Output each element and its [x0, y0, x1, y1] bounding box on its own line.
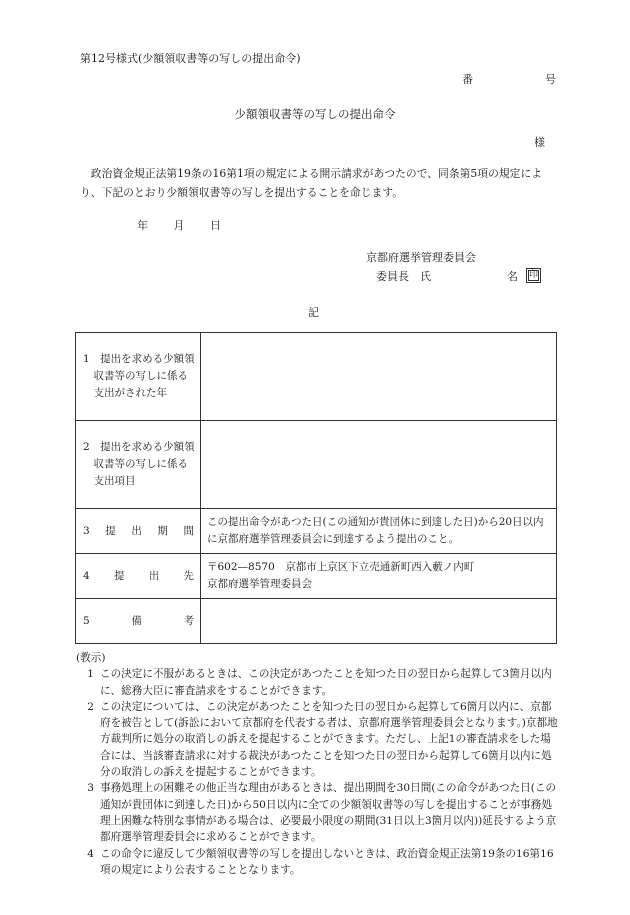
- row-value: [201, 554, 557, 599]
- row-value: [201, 599, 557, 644]
- seal-stamp: 印: [526, 268, 541, 283]
- instructions-heading: (教示): [76, 652, 106, 664]
- document-title: 少額領収書等の写しの提出命令: [234, 107, 396, 121]
- list-item: 1 この決定に不服があるときは、この決定があつたことを知つた日の翌日から起算して3箇月以内に、総務大臣に審査請求をすることができます。: [87, 668, 552, 697]
- number-ban-label: 番: [462, 73, 473, 86]
- list-item: 2 この決定については、この決定があつたことを知つた日の翌日から起算して6箇月以内に、京都府を被告として(訴訟において京都府を代表する者は、京都府選挙管理委員会となります。)京都地方裁判所に処分の取消しの訴えを提起することができます。ただし、上記1の審査請求をした場合には、当該審査請求に対する裁決があつたことを知つた日の翌日から起算して6箇月以内に処分の取消しの訴えを提起することができます。: [87, 700, 558, 779]
- row-label: 3 提 出 期 間: [76, 509, 201, 554]
- issuer-chair-line: [376, 269, 546, 286]
- row-value: [201, 421, 557, 509]
- date-month: 月: [173, 219, 185, 232]
- row-label: 4 提 出 先: [76, 554, 201, 599]
- table-row: [76, 421, 557, 509]
- items-table: [75, 332, 557, 644]
- list-item: 4 この命令に違反して少額領収書等の写しを提出しないときは、政治資金規正法第19条の16第16項の規定により公表することとなります。: [87, 847, 554, 876]
- row-label: 5 備 考: [76, 599, 201, 644]
- table-row: [76, 599, 557, 644]
- row-label: 1 提出を求める少額領収書等の写しに係る支出がされた年: [76, 333, 201, 421]
- instructions-section: [76, 650, 560, 878]
- date-line: [137, 218, 243, 235]
- addressee-suffix: 様: [534, 136, 545, 149]
- table-row: [76, 509, 557, 554]
- row-label: 2 提出を求める少額領収書等の写しに係る支出項目: [76, 421, 201, 509]
- form-number-label: 第12号様式(少額領収書等の写しの提出命令): [80, 52, 301, 65]
- row-value: この提出命令があつた日(この通知が貴団体に到達した日)から20日以内に京都府選挙管理委員会に到達するよう提出のこと。: [201, 509, 557, 554]
- chair-title: 委員長 氏: [376, 270, 431, 283]
- address-line: 〒602—8570 京都市上京区下立売通新町西入藪ノ内町: [207, 561, 475, 573]
- date-year: 年: [137, 219, 148, 232]
- table-row: [76, 554, 557, 599]
- date-day: 日: [210, 219, 221, 232]
- name-label: 名: [507, 270, 518, 283]
- recipient-line: 京都府選挙管理委員会: [207, 578, 312, 590]
- table-row: [76, 333, 557, 421]
- body-paragraph: 政治資金規正法第19条の16第1項の規定による開示請求があつたので、同条第5項の規定により、下記のとおり少額領収書等の写しを提出することを命じます。: [80, 167, 543, 199]
- row-value: [201, 333, 557, 421]
- issuer-committee: 京都府選挙管理委員会: [366, 251, 476, 264]
- list-item: 3 事務処理上の困難その他正当な理由があるときは、提出期間を30日間(この命令があつた日(この通知が貴団体に到達した日)から50日以内に全ての少額領収書等の写しを提出することが事務処理上困難な特別な事情がある場合は、必要最小限度の期間(31日以上3箇月以内))延長するよう京都府選挙管理委員会に求めることができます。: [87, 782, 557, 844]
- ki-heading: 記: [308, 306, 319, 319]
- number-go-label: 号: [545, 73, 556, 86]
